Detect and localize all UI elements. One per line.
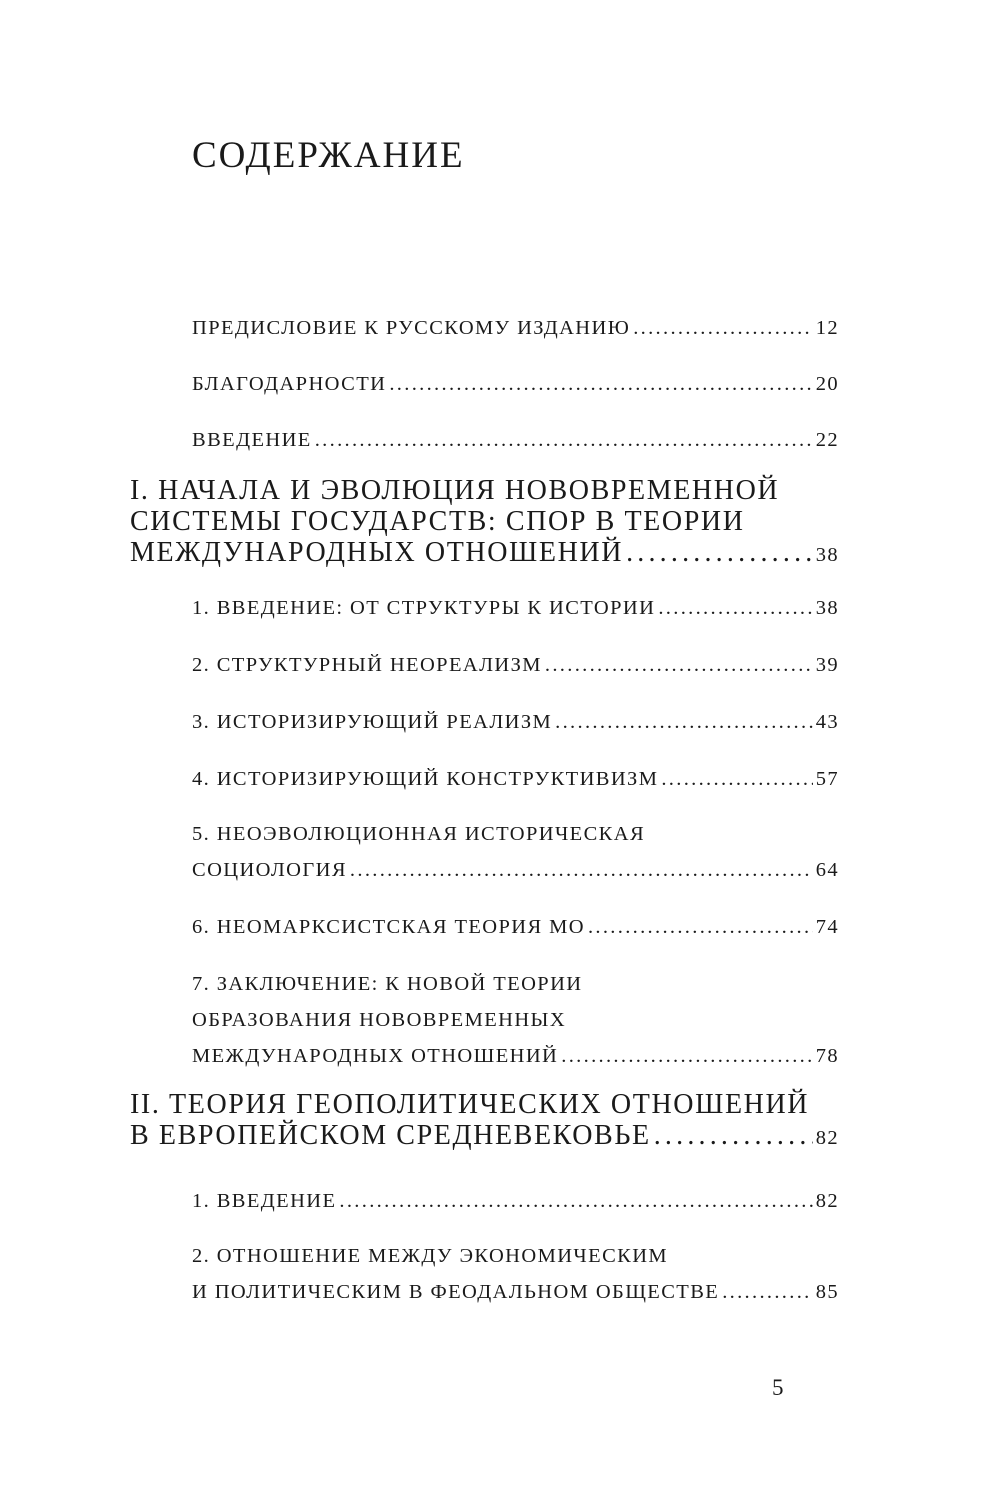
toc-entry-title: 2. СТРУКТУРНЫЙ НЕОРЕАЛИЗМ [192,654,542,676]
dot-leader [633,310,813,346]
toc-entry-1-3[interactable] [192,704,839,740]
toc-entry-introduction[interactable] [192,422,839,458]
dot-leader [654,1120,813,1151]
toc-page-number: 12 [815,317,839,339]
toc-entry-title: МЕЖДУНАРОДНЫХ ОТНОШЕНИЙ [192,1045,559,1067]
toc-entry-title-line: 5. НЕОЭВОЛЮЦИОННАЯ ИСТОРИЧЕСКАЯ [192,823,646,845]
toc-entry-title: ВВЕДЕНИЕ [192,429,312,451]
toc-entry-1-6[interactable] [192,909,839,945]
toc-part-title-line: МЕЖДУНАРОДНЫХ ОТНОШЕНИЙ [130,537,624,568]
toc-entry-title-line: 7. ЗАКЛЮЧЕНИЕ: К НОВОЙ ТЕОРИИ [192,973,583,995]
folio-page-number: 5 [772,1375,784,1400]
dot-leader [588,909,813,945]
toc-entry-title: 6. НЕОМАРКСИСТСКАЯ ТЕОРИЯ МО [192,916,585,938]
dot-leader [389,366,812,402]
dot-leader [545,647,813,683]
dot-leader [561,1038,812,1074]
toc-entry-1-7[interactable] [192,966,839,1074]
dot-leader [661,761,812,797]
toc-part-1[interactable] [130,475,839,571]
toc-page-number: 64 [815,859,839,881]
toc-part-title-line: I. НАЧАЛА И ЭВОЛЮЦИЯ НОВОВРЕМЕННОЙ [130,475,780,506]
toc-entry-title: 3. ИСТОРИЗИРУЮЩИЙ РЕАЛИЗМ [192,711,553,733]
page-title: СОДЕРЖАНИЕ [192,135,465,176]
dot-leader [315,422,813,458]
toc-page-number: 82 [815,1127,839,1149]
toc-entry-title-line: ОБРАЗОВАНИЯ НОВОВРЕМЕННЫХ [192,1009,567,1031]
toc-page-number: 57 [815,768,839,790]
toc-entry-1-4[interactable] [192,761,839,797]
toc-entry-title: И ПОЛИТИЧЕСКИМ В ФЕОДАЛЬНОМ ОБЩЕСТВЕ [192,1281,720,1303]
dot-leader [555,704,813,740]
toc-entry-2-2[interactable] [192,1238,839,1310]
toc-page-number: 85 [815,1281,839,1303]
dot-leader [722,1274,812,1310]
toc-page-number: 38 [815,597,839,619]
toc-entry-title: БЛАГОДАРНОСТИ [192,373,387,395]
toc-entry-1-1[interactable] [192,590,839,626]
toc-page-number: 20 [815,373,839,395]
dot-leader [626,537,813,568]
toc-entry-title: 4. ИСТОРИЗИРУЮЩИЙ КОНСТРУКТИВИЗМ [192,768,659,790]
toc-page-number: 39 [815,654,839,676]
toc-page-number: 82 [815,1190,839,1212]
dot-leader [658,590,812,626]
toc-page-number: 74 [815,916,839,938]
toc-entry-title: ПРЕДИСЛОВИЕ К РУССКОМУ ИЗДАНИЮ [192,317,631,339]
toc-part-title-line: СИСТЕМЫ ГОСУДАРСТВ: СПОР В ТЕОРИИ [130,506,745,537]
dot-leader [339,1183,812,1219]
toc-part-2[interactable] [130,1089,839,1154]
toc-entry-preface[interactable] [192,310,839,346]
toc-entry-acknowledgements[interactable] [192,366,839,402]
toc-part-title-line: II. ТЕОРИЯ ГЕОПОЛИТИЧЕСКИХ ОТНОШЕНИЙ [130,1089,810,1120]
toc-page-number: 38 [815,544,839,566]
toc-page-number: 22 [815,429,839,451]
toc-entry-title-line: 2. ОТНОШЕНИЕ МЕЖДУ ЭКОНОМИЧЕСКИМ [192,1245,669,1267]
toc-part-title-line: В ЕВРОПЕЙСКОМ СРЕДНЕВЕКОВЬЕ [130,1120,651,1151]
toc-entry-2-1[interactable] [192,1183,839,1219]
dot-leader [350,852,813,888]
toc-entry-title: 1. ВВЕДЕНИЕ [192,1190,337,1212]
toc-entry-1-2[interactable] [192,647,839,683]
toc-entry-1-5[interactable] [192,816,839,888]
toc-entry-title: СОЦИОЛОГИЯ [192,859,347,881]
toc-page-number: 78 [815,1045,839,1067]
toc-page-number: 43 [815,711,839,733]
toc-entry-title: 1. ВВЕДЕНИЕ: ОТ СТРУКТУРЫ К ИСТОРИИ [192,597,656,619]
